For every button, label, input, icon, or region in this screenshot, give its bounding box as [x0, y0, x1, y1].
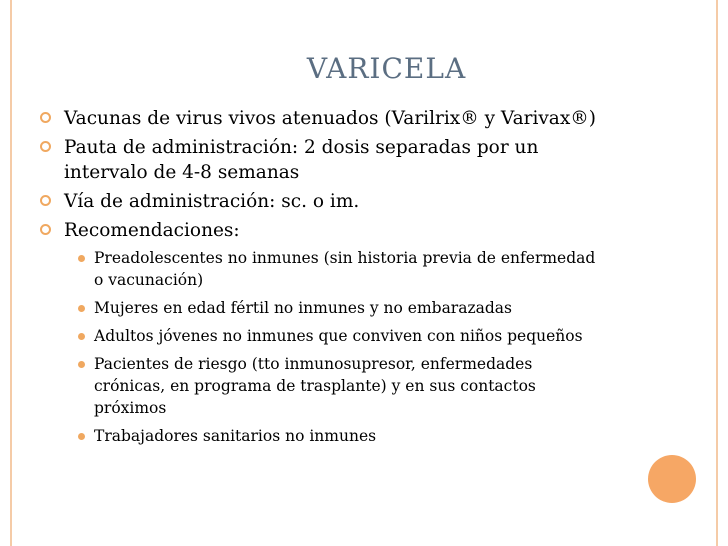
sub-bullet-item: [36, 325, 596, 347]
dot-bullet-icon: [78, 333, 85, 340]
dot-bullet-icon: [78, 361, 85, 368]
bullet-item: [36, 135, 596, 185]
bullet-item: [36, 218, 596, 243]
sub-bullet-text: Preadolescentes no inmunes (sin historia previa de enfermedad o vacunación): [94, 249, 596, 289]
ring-bullet-icon: [40, 141, 51, 152]
dot-bullet-icon: [78, 433, 85, 440]
decorative-circle: [648, 455, 696, 503]
slide-title: VARICELA: [306, 52, 467, 85]
dot-bullet-icon: [78, 255, 85, 262]
ring-bullet-icon: [40, 195, 51, 206]
sub-bullet-item: [36, 297, 596, 319]
bullet-text: Vía de administración: sc. o im.: [64, 191, 360, 212]
dot-bullet-icon: [78, 305, 85, 312]
sub-bullet-item: [36, 247, 596, 291]
ring-bullet-icon: [40, 112, 51, 123]
bullet-text: Vacunas de virus vivos atenuados (Varilrix® y Varivax®): [64, 108, 596, 129]
sub-bullet-item: [36, 425, 596, 447]
sub-bullet-text: Adultos jóvenes no inmunes que conviven con niños pequeños: [94, 327, 583, 345]
sub-bullet-text: Mujeres en edad fértil no inmunes y no embarazadas: [94, 299, 512, 317]
bullet-item: [36, 106, 596, 131]
sub-bullet-text: Pacientes de riesgo (tto inmunosupresor, enfermedades crónicas, en programa de trasplante) y en sus contactos próximos: [94, 355, 536, 417]
sub-bullet-text: Trabajadores sanitarios no inmunes: [94, 427, 377, 445]
sub-bullet-item: [36, 353, 596, 419]
bullet-item: [36, 189, 596, 214]
slide-content: [36, 106, 596, 453]
bullet-text: Recomendaciones:: [64, 220, 240, 241]
bullet-text: Pauta de administración: 2 dosis separadas por un intervalo de 4-8 semanas: [64, 137, 539, 183]
ring-bullet-icon: [40, 224, 51, 235]
